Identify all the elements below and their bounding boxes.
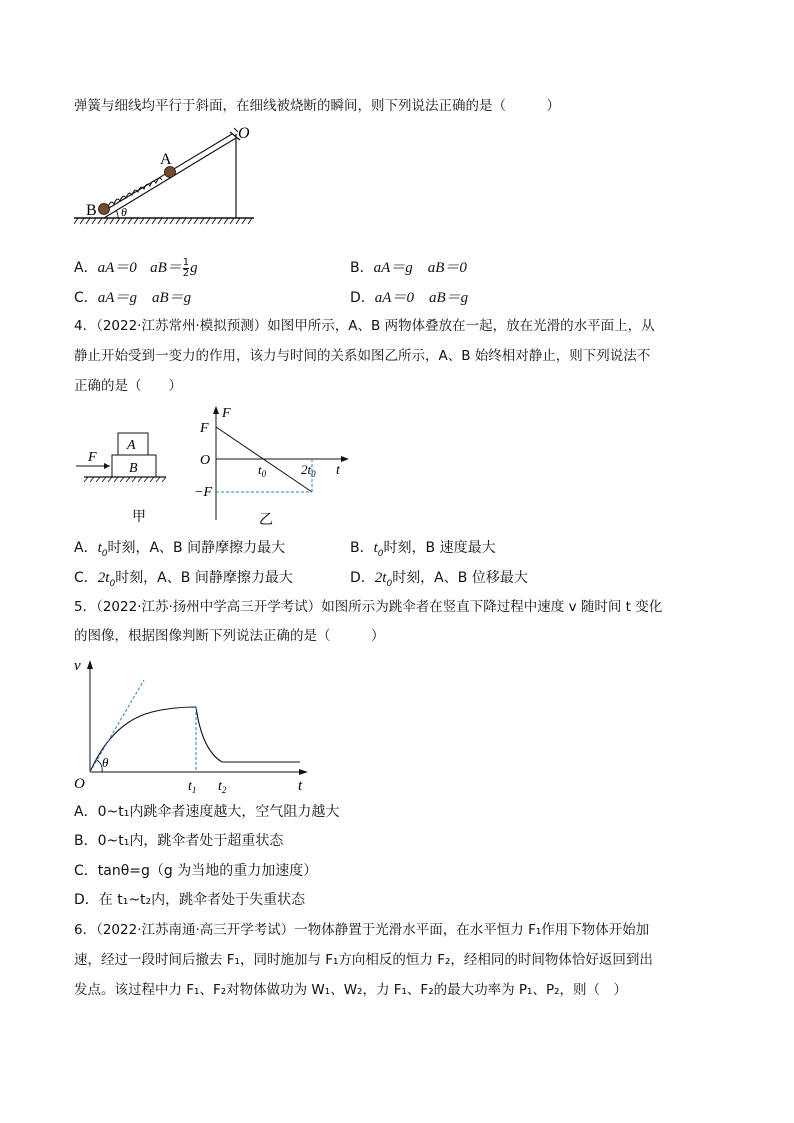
q3-option-a[interactable]: A．aA＝0 aB＝ $\frac{1}{2}$ g [74, 256, 198, 279]
q5-option-a[interactable]: A．0~t₁内跳伞者速度越大，空气阻力越大 [74, 804, 340, 820]
svg-text:−F: −F [194, 485, 212, 500]
q4-option-d[interactable]: D．$2t_0$时刻，A、B 位移最大 [350, 570, 528, 589]
q4-option-a[interactable]: A．$t_0$时刻，A、B 间静摩擦力最大 [74, 540, 286, 559]
q4-line-3: 正确的是（ ） [74, 378, 182, 394]
q6-line-2: 速，经过一段时间后撤去 F₁，同时施加与 F₁方向相反的恒力 F₂，经相同的时间物体恰好返回到出 [74, 952, 653, 968]
q6-line-3: 发点。该过程中力 F₁、F₂对物体做功为 W₁、W₂，力 F₁、F₂的最大功率为 P₁、P₂，则（ ） [74, 982, 627, 998]
svg-text:B: B [129, 461, 138, 476]
label-b: B [86, 202, 97, 219]
fraction-half: $\frac{1}{2}$ [182, 256, 190, 279]
svg-text:t: t [298, 778, 303, 794]
q4-line-2: 静止开始受到一变力的作用，该力与时间的关系如图乙所示，A、B 始终相对静止，则下列说法不 [74, 348, 651, 364]
svg-text:θ: θ [102, 755, 109, 770]
svg-text:t1: $t_1$ [188, 779, 197, 795]
label-a: A [160, 151, 172, 168]
svg-text:t: t [336, 463, 340, 478]
q4-option-c[interactable]: C．$2t_0$时刻，A、B 间静摩擦力最大 [74, 570, 293, 589]
svg-text:F: F [222, 406, 231, 421]
svg-text:F: F [88, 450, 97, 465]
q3-option-b[interactable]: B．aA＝g aB＝0 [350, 260, 467, 276]
q4-figure-jia [74, 425, 174, 525]
svg-text:A: A [127, 438, 136, 453]
q3-stem: 弹簧与细线均平行于斜面，在细线被烧断的瞬间，则下列说法正确的是（ ） [74, 98, 560, 114]
q5-option-d[interactable]: D．在 t₁~t₂内，跳伞者处于失重状态 [74, 892, 306, 908]
label-theta: θ [121, 205, 127, 219]
svg-text:t0: $t_0$ [258, 462, 267, 479]
svg-text:O: O [74, 776, 85, 792]
q5-option-b[interactable]: B．0~t₁内，跳伞者处于超重状态 [74, 833, 284, 849]
q3-option-d[interactable]: D．aA＝0 aB＝g [350, 290, 469, 306]
ball-a [165, 167, 176, 178]
q3-option-c[interactable]: C．aA＝g aB＝g [74, 290, 192, 306]
svg-text:2t0: $2t_0$ [301, 462, 316, 479]
label-o: O [238, 125, 250, 142]
q4-option-b[interactable]: B．$t_0$时刻，B 速度最大 [350, 540, 496, 559]
svg-text:甲: 甲 [132, 510, 146, 525]
q4-line-1: 4．（2022·江苏常州·模拟预测）如图甲所示，A、B 两物体叠放在一起，放在光滑的水平面上，从 [74, 318, 655, 334]
q5-vt-graph [72, 650, 312, 798]
svg-text:乙: 乙 [259, 513, 273, 528]
q5-line-2: 的图像，根据图像判断下列说法正确的是（ ） [74, 628, 385, 644]
q4-figure-yi [192, 402, 362, 530]
q6-line-1: 6．（2022·江苏南通·高三开学考试）一物体静置于光滑水平面，在水平恒力 F₁作用下物体开始加 [74, 922, 650, 938]
svg-text:F: F [200, 421, 209, 436]
svg-text:v: v [74, 658, 81, 674]
q3-incline-figure [74, 120, 264, 232]
svg-text:O: O [200, 453, 211, 468]
q5-line-1: 5．（2022·江苏·扬州中学高三开学考试）如图所示为跳伞者在竖直下降过程中速度 v 随时间 t 变化 [74, 599, 663, 615]
ball-b [99, 204, 110, 215]
q5-option-c[interactable]: C．tanθ=g（g 为当地的重力加速度） [74, 863, 318, 879]
svg-text:t2: $t_2$ [218, 779, 227, 795]
